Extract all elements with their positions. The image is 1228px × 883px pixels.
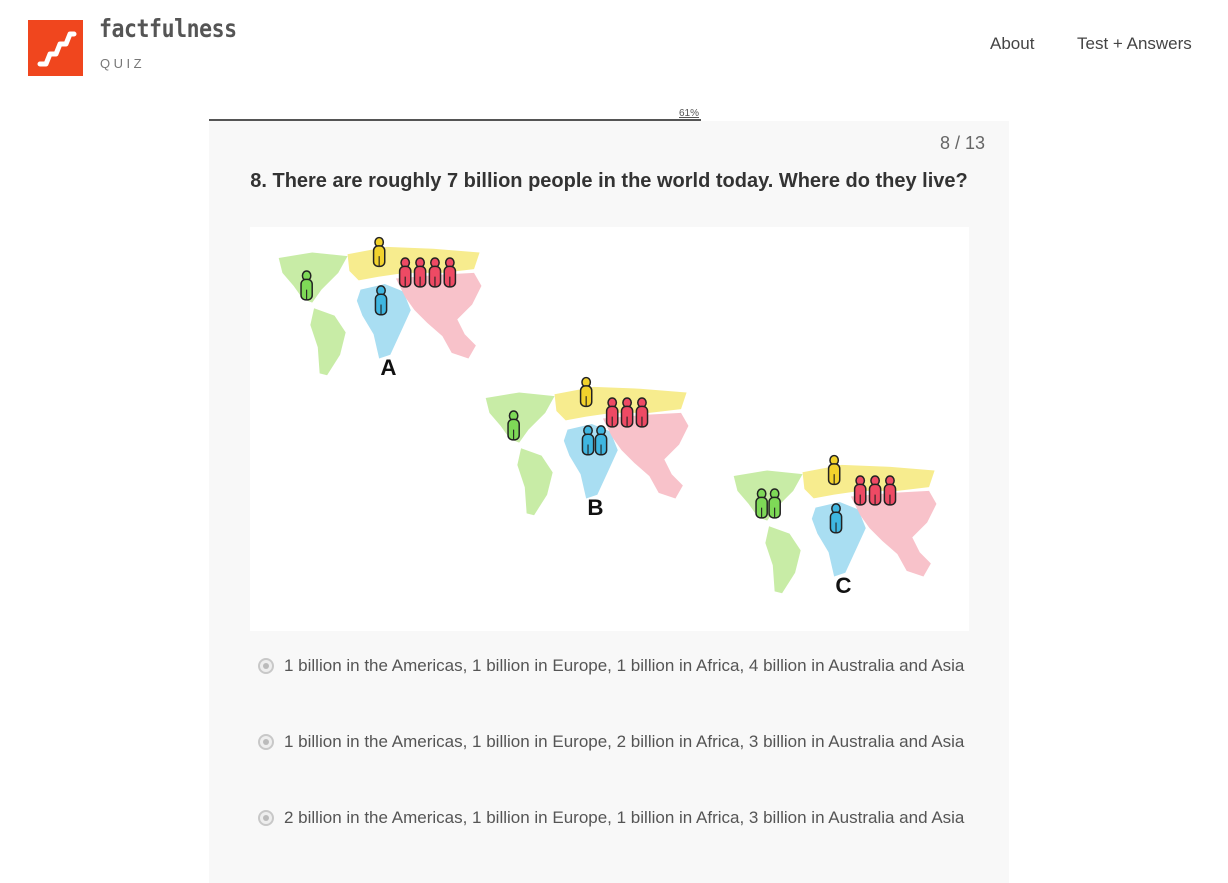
- south-america-shape: [517, 448, 552, 515]
- person-icon: [581, 378, 592, 407]
- answer-option-c[interactable]: [258, 801, 970, 834]
- person-icon: [756, 489, 767, 518]
- maps-svg: [250, 227, 969, 631]
- person-icon: [622, 398, 633, 427]
- answer-option-b[interactable]: [258, 725, 970, 758]
- person-icon: [429, 258, 440, 287]
- north-america-shape: [279, 252, 348, 302]
- question-card: [209, 121, 1009, 883]
- world-map-b: [486, 378, 689, 521]
- answer-option-a[interactable]: [258, 649, 970, 682]
- person-icon: [508, 411, 519, 440]
- person-icon: [375, 286, 386, 315]
- question-counter: 8 / 13: [939, 133, 985, 153]
- person-icon: [444, 258, 455, 287]
- south-america-shape: [765, 526, 800, 593]
- logo[interactable]: [28, 20, 83, 76]
- answer-option-label: 1 billion in the Americas, 1 billion in Europe, 2 billion in Africa, 3 billion in Australia and Asia: [284, 732, 965, 751]
- person-icon: [301, 271, 312, 300]
- person-icon: [829, 456, 840, 485]
- map-label: C: [835, 573, 852, 599]
- person-icon: [400, 258, 411, 287]
- answer-option-label: 1 billion in the Americas, 1 billion in Europe, 1 billion in Africa, 4 billion in Australia and Asia: [284, 656, 965, 675]
- radio-button[interactable]: [258, 658, 274, 674]
- north-america-shape: [486, 392, 555, 442]
- south-america-shape: [310, 308, 345, 375]
- radio-button[interactable]: [258, 734, 274, 750]
- person-icon: [830, 504, 841, 533]
- brand-title: factfulness: [99, 14, 237, 43]
- nav-test-answers-link[interactable]: Test + Answers: [1077, 34, 1192, 53]
- person-icon: [855, 476, 866, 505]
- person-icon: [769, 489, 780, 518]
- person-icon: [582, 426, 593, 455]
- person-icon: [595, 426, 606, 455]
- answer-option-label: 2 billion in the Americas, 1 billion in Europe, 1 billion in Africa, 3 billion in Australia and Asia: [284, 808, 965, 827]
- person-icon: [884, 476, 895, 505]
- progress-label: 61%: [679, 108, 700, 119]
- person-icon: [636, 398, 647, 427]
- question-text: 8. There are roughly 7 billion people in the world today. Where do they live?: [250, 170, 968, 192]
- map-label: A: [380, 355, 397, 381]
- world-map-c: [734, 456, 937, 599]
- person-icon: [607, 398, 618, 427]
- map-label: B: [587, 495, 604, 521]
- person-icon: [870, 476, 881, 505]
- person-icon: [415, 258, 426, 287]
- world-map-a: [279, 238, 482, 381]
- person-icon: [374, 238, 385, 267]
- north-america-shape: [734, 470, 803, 520]
- brand-subtitle: QUIZ: [100, 56, 146, 71]
- world-maps-figure: [250, 227, 969, 631]
- nav-about-link[interactable]: About: [990, 34, 1035, 53]
- stairs-logo-icon: [28, 20, 83, 76]
- radio-button[interactable]: [258, 810, 274, 826]
